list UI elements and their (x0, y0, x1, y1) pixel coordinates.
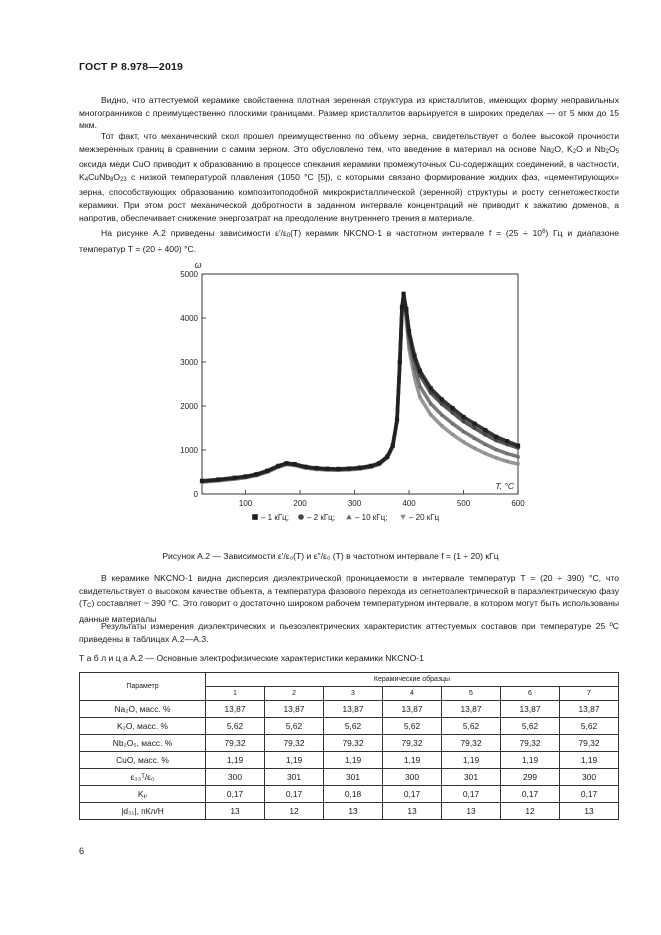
figure-caption: Рисунок А.2 — Зависимости ε'/ε₀(T) и ε"/ε₀ (T) в частотном интервале f = (1 ÷ 20) кГц (162, 551, 499, 561)
plot-border (202, 274, 518, 494)
data-point (325, 467, 329, 471)
p2-sub-6: 8 (110, 176, 114, 183)
value-cell: 1,19 (265, 752, 324, 769)
data-point (472, 422, 476, 426)
value-cell: 79,32 (501, 735, 560, 752)
value-cell: 301 (442, 769, 501, 786)
value-cell: 301 (324, 769, 383, 786)
param-cell: Kₚ (80, 786, 206, 803)
data-point (505, 439, 509, 443)
table-title-prefix: Т а б л и ц а (79, 653, 128, 663)
p2-text-f: CuNb (88, 171, 111, 182)
y-axis-label: ω (194, 260, 202, 270)
legend-label-0: – 1 кГц; (261, 513, 289, 522)
data-point (233, 476, 237, 480)
p2-text-d: O (608, 143, 616, 154)
series-band (202, 295, 518, 481)
value-cell: 1,19 (501, 752, 560, 769)
value-cell: 13,87 (265, 701, 324, 718)
value-cell: 13,87 (383, 701, 442, 718)
x-axis-label: T, °C (495, 481, 514, 491)
value-cell: 1,19 (206, 752, 265, 769)
param-cell: K₂O, масс. % (80, 718, 206, 735)
p2-sub-5: 4 (84, 176, 89, 183)
data-point (483, 428, 487, 432)
table-row (80, 752, 619, 769)
chart-frame (202, 274, 518, 494)
param-cell: |d₃₁|, пКл/Н (80, 803, 206, 820)
data-point (401, 292, 405, 296)
value-cell: 0,17 (383, 786, 442, 803)
data-point (494, 435, 498, 439)
value-cell: 0,17 (560, 786, 619, 803)
value-cell: 1,19 (324, 752, 383, 769)
p2-sub-7: 23 (120, 176, 127, 183)
value-cell: 300 (560, 769, 619, 786)
data-point (276, 464, 280, 468)
data-point (461, 415, 465, 419)
value-cell: 1,19 (560, 752, 619, 769)
value-cell: 79,32 (324, 735, 383, 752)
series-band (202, 294, 518, 481)
data-point (391, 444, 395, 448)
series-band (202, 298, 518, 482)
data-point (347, 466, 351, 470)
p2-sub-4: 5 (615, 148, 619, 155)
p3-sup: 6 (542, 229, 546, 235)
data-point (243, 474, 247, 478)
legend-label-2: – 10 кГц; (355, 513, 388, 522)
data-point (369, 464, 373, 468)
param-cell: ε₃₃ᵀ/ε₀ (80, 769, 206, 786)
value-cell: 5,62 (560, 718, 619, 735)
table-row (80, 735, 619, 752)
value-cell: 300 (206, 769, 265, 786)
data-point (429, 386, 433, 390)
series-band (202, 297, 518, 482)
sample-number-4: 4 (383, 687, 442, 701)
p2-text-g: O (113, 171, 121, 182)
value-cell: 13 (324, 803, 383, 820)
paragraph-2 (79, 130, 619, 224)
series-1 (200, 293, 520, 483)
sample-number-7: 7 (560, 687, 619, 701)
samples-header: Керамические образцы (206, 673, 619, 687)
series-0 (200, 292, 520, 483)
value-cell: 13,87 (442, 701, 501, 718)
value-cell: 13 (383, 803, 442, 820)
p2-text-c: O и Nb (576, 143, 606, 154)
series-2 (200, 295, 520, 484)
table-row (80, 769, 619, 786)
legend-label-1: – 2 кГц; (307, 513, 335, 522)
param-cell: Na₂O, масс. % (80, 701, 206, 718)
p3-text-a: На рисунке А.2 приведены зависимости ε'/ε (101, 228, 287, 238)
p3-sub-1: 0 (286, 233, 291, 239)
p4-tc: T (81, 598, 88, 609)
table-row (80, 718, 619, 735)
table-title (79, 653, 424, 663)
param-header: Параметр (80, 673, 206, 701)
paragraph-1-text: Видно, что аттестуемой керамике свойственна плотная зеренная структура из кристаллитов, имеющих форму неправильных многогранников с преимущественно плоскими границами. Размер кристаллитов варьируется в широких пределах — от 5 мкм до 15 мкм. (79, 95, 619, 131)
data-point (407, 329, 411, 333)
p4-text-a: В керамике NKCNO-1 видна дисперсия диэлектрической проницаемости в интервале температур T = (20 ÷ 390) °С, что свидетельствует о высоком качестве объекта, а температура фазового перехода из сегнетоэлектрической в параэлектрическую фазу ( (79, 573, 619, 609)
value-cell: 301 (265, 769, 324, 786)
data-point (395, 417, 399, 421)
p3-text-c: ) Гц и диапазоне температур T = (20 ÷ 400) °С. (79, 228, 619, 254)
y-tick-label: 3000 (180, 358, 198, 367)
value-cell: 0,17 (442, 786, 501, 803)
p5-text: Результаты измерения диэлектрических и пьезоэлектрических характеристик аттестуемых составов при температуре 25 ºС приведены в таблицах А.2—А.3. (79, 621, 619, 644)
data-point (254, 472, 258, 476)
data-point (265, 469, 269, 473)
y-tick-label: 5000 (180, 270, 198, 279)
p2-text-h: с низкой температурой плавления (1050 °С [5]), с которыми связано формирование жидких фаз, «цементирующих» зерна, способствующих образованию композитоподобной микрокристаллической (зеренной) структуры и росту сегнетожесткости керамики. При этом рост механической добротности в заданном интервале концентраций не приводит к зажатию доменов, а напротив, обеспечивает снижение энергозатрат на преодоление внутреннего трения в материале. (79, 171, 619, 223)
legend-marker-2 (346, 514, 352, 519)
value-cell: 79,32 (560, 735, 619, 752)
value-cell: 299 (501, 769, 560, 786)
value-cell: 5,62 (265, 718, 324, 735)
value-cell: 13,87 (324, 701, 383, 718)
param-cell: Nb₂O₅, масс. % (80, 735, 206, 752)
table-body (80, 701, 619, 820)
value-cell: 300 (383, 769, 442, 786)
table-row (80, 803, 619, 820)
value-cell: 79,32 (265, 735, 324, 752)
value-cell: 13,87 (560, 701, 619, 718)
value-cell: 13,87 (501, 701, 560, 718)
y-tick-label: 2000 (180, 402, 198, 411)
x-tick-label: 200 (293, 499, 307, 508)
sample-number-6: 6 (501, 687, 560, 701)
value-cell: 79,32 (383, 735, 442, 752)
param-cell: CuO, масс. % (80, 752, 206, 769)
value-cell: 12 (501, 803, 560, 820)
x-tick-label: 500 (456, 499, 471, 508)
value-cell: 13 (560, 803, 619, 820)
data-point (303, 465, 307, 469)
value-cell: 13 (206, 803, 265, 820)
sample-number-3: 3 (324, 687, 383, 701)
y-tick-label: 4000 (180, 314, 198, 323)
p4-tc-sub: C (87, 603, 92, 610)
data-point (516, 444, 520, 448)
table-title-text: А.2 — Основные электрофизические характеристики керамики NKCNO-1 (127, 653, 424, 663)
p2-sub-3: 2 (605, 148, 609, 155)
data-point (451, 406, 455, 410)
value-cell: 5,62 (206, 718, 265, 735)
sample-number-2: 2 (265, 687, 324, 701)
value-cell: 13,87 (206, 701, 265, 718)
standard-header: ГОСТ Р 8.978—2019 (79, 61, 184, 73)
data-point (440, 397, 444, 401)
value-cell: 0,17 (265, 786, 324, 803)
x-tick-label: 100 (238, 499, 253, 508)
characteristics-table (79, 672, 619, 820)
paragraph-3 (79, 226, 619, 255)
permittivity-chart (160, 256, 540, 546)
value-cell: 1,19 (383, 752, 442, 769)
data-point (400, 305, 404, 309)
value-cell: 12 (265, 803, 324, 820)
data-point (385, 455, 389, 459)
legend-marker-3 (400, 515, 406, 520)
data-point (216, 477, 220, 481)
data-point (404, 307, 408, 311)
table-row (80, 786, 619, 803)
value-cell: 79,32 (206, 735, 265, 752)
paragraph-5 (79, 620, 619, 645)
sample-number-1: 1 (206, 687, 265, 701)
data-point (377, 461, 381, 465)
table-row (80, 701, 619, 718)
y-tick-label: 0 (193, 490, 198, 499)
value-cell: 5,62 (324, 718, 383, 735)
sample-number-5: 5 (442, 687, 501, 701)
value-cell: 0,17 (501, 786, 560, 803)
legend-marker-0 (252, 514, 258, 520)
data-point (398, 360, 402, 364)
p4-text-b: ) составляет ~ 390 °С. Это говорит о достаточно широком рабочем температурном интервале, в котором могут быть использованы данные материалы (79, 598, 619, 624)
legend-label-3: – 20 кГц (409, 513, 440, 522)
data-point (200, 479, 204, 483)
data-point (293, 462, 297, 466)
x-tick-label: 300 (347, 499, 362, 508)
value-cell: 13 (442, 803, 501, 820)
data-point (314, 466, 318, 470)
chart-legend (252, 513, 439, 522)
paragraph-4 (79, 572, 619, 625)
value-cell: 0,18 (324, 786, 383, 803)
p3-text-b: (T) керамик NKCNO-1 в частотном интервале f = (25 ÷ 10 (290, 228, 543, 238)
p2-text-a: Тот факт, что механический скол прошел преимущественно по объему зерна, свидетельствует о более высокой прочности межзеренных границ в сравнении с самим зерном. Это обусловлено тем, что введение в материал на основе Na (79, 131, 619, 154)
value-cell: 0,17 (206, 786, 265, 803)
legend-marker-1 (298, 514, 304, 520)
page-number: 6 (79, 846, 85, 856)
paragraph-1 (79, 94, 619, 132)
data-point (418, 369, 422, 373)
y-tick-label: 1000 (180, 446, 198, 455)
x-tick-label: 600 (511, 499, 525, 508)
chart-series (200, 292, 520, 485)
value-cell: 79,32 (442, 735, 501, 752)
p2-text-b: O, K (554, 143, 573, 154)
p2-sub-1: 2 (551, 148, 555, 155)
data-point (336, 467, 340, 471)
series-3 (200, 297, 520, 485)
data-point (284, 461, 288, 465)
p2-sub-2: 2 (572, 148, 577, 155)
value-cell: 5,62 (442, 718, 501, 735)
data-point (358, 466, 362, 470)
value-cell: 5,62 (383, 718, 442, 735)
data-point (412, 353, 416, 357)
value-cell: 5,62 (501, 718, 560, 735)
p2-text-e: оксида меди CuO приводит к образованию в процессе спекания керамики промежуточных Cu-содержащих соединений, в частности, K (79, 159, 619, 182)
value-cell: 1,19 (442, 752, 501, 769)
x-tick-label: 400 (402, 499, 416, 508)
